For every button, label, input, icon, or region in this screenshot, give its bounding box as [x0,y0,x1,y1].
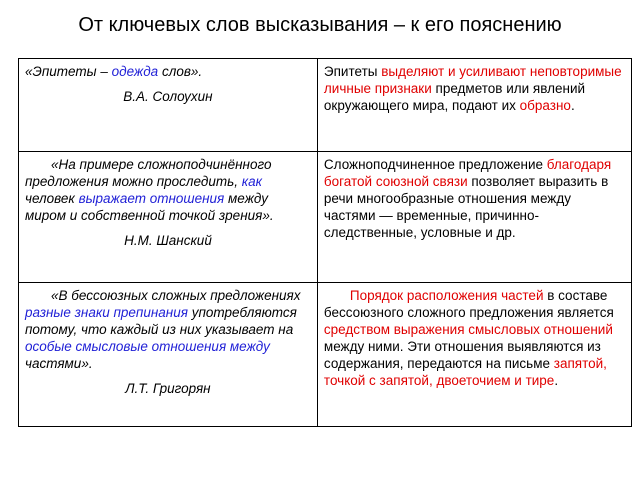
quote-text-part: человек [25,191,79,206]
explanation-highlight: выделяют и усиливают неповторимые личные признаки [323,64,622,96]
quote-cell [19,59,318,152]
page-title: От ключевых слов высказывания – к его пояснению [78,14,562,36]
explanation-text [324,156,625,241]
quote-cell [19,152,318,283]
quote-text-part: «На примере сложноподчинённого предложения можно проследить, [25,157,272,189]
explanation-text [324,287,625,389]
quote-author: В.А. Солоухин [123,89,213,104]
quote-text-part: между миром и собственной точкой зрения». [25,191,274,223]
quote-text [25,63,311,80]
explanation-cell [317,152,631,283]
explanation-text-part: . [554,373,559,388]
explanation-text-part: в составе бессоюзного сложного предложения является [323,288,614,320]
quote-highlight: особые смысловые отношения между [25,339,270,354]
table-row [19,283,632,427]
explanation-cell [317,283,631,427]
explanation-text-part: Сложноподчиненное предложение [323,157,547,172]
quote-text-part: слов». [158,64,203,79]
explanation-text-part: между ними. Эти отношения выявляются из содержания, передаются на письме [323,339,601,371]
quote-highlight: одежда [111,64,159,79]
quote-highlight: как [241,174,262,189]
table-row [19,59,632,152]
quote-highlight: выражает отношения [78,191,225,206]
explanation-text-part: Эпитеты [323,64,382,79]
explanation-text-part: предметов или явлений окружающего мира, подают их [323,81,586,113]
quote-text [25,156,311,224]
table-row [19,152,632,283]
quote-author: Н.М. Шанский [124,233,212,248]
quote-author: Л.Т. Григорян [125,381,211,396]
quote-cell [19,283,318,427]
quote-text-part: «Эпитеты – [25,64,112,79]
explanation-text-part: позволяет выразить в речи многообразные отношения между частями — временные, причинно-следственные, условные и др. [323,174,609,240]
quote-text-part: употребляются потому, что каждый из них указывает на [25,305,297,337]
quote-text-part: частями». [25,356,93,371]
explanation-cell [317,59,631,152]
quote-text-part: «В бессоюзных сложных предложениях [51,288,301,303]
comparison-table [18,58,632,427]
quote-highlight: разные знаки препинания [25,305,188,320]
explanation-highlight: образно [519,98,571,113]
quote-text [25,287,311,372]
explanation-highlight: средством выражения смысловых отношений [323,322,613,337]
explanation-highlight: Порядок расположения частей [349,288,544,303]
explanation-highlight: запятой, точкой с запятой, двоеточием и тире [323,356,607,388]
explanation-text [324,63,625,114]
explanation-highlight: благодаря богатой союзной связи [323,157,612,189]
explanation-text-part: . [570,98,575,113]
